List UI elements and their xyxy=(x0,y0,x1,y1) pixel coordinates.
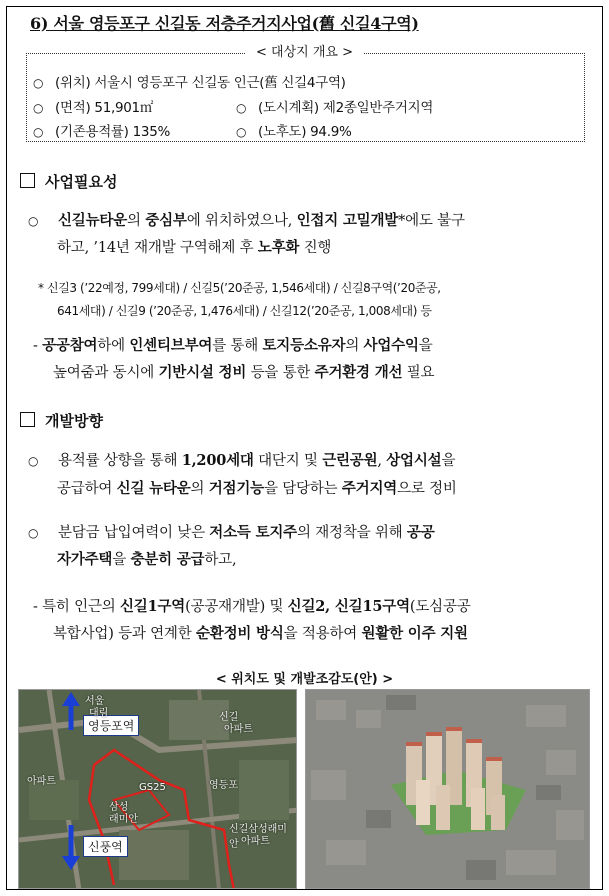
need-paragraph-1-line-1: ○ 신길뉴타운의 중심부에 위치하였으나, 인접지 고밀개발*에도 불구 xyxy=(28,212,465,229)
page-title: 6) 서울 영등포구 신길동 저층주거지사업(舊 신길4구역) xyxy=(30,14,419,33)
map-label: 아파트 xyxy=(27,776,56,787)
map-label: 영등포 xyxy=(209,780,238,791)
summary-plan: ○ (도시계획) 제2종일반주거지역 xyxy=(236,100,434,116)
map-label: 삼성 xyxy=(109,802,129,813)
direction-paragraph-2-line-1: ○ 분담금 납입여력이 낮은 저소득 토지주의 재정착을 위해 공공 xyxy=(28,524,435,541)
map-label: 신길 xyxy=(219,712,239,723)
rendering-graphic xyxy=(306,690,590,889)
location-map xyxy=(18,689,297,889)
direction-paragraph-3-line-1: - 특히 인근의 신길1구역(공공재개발) 및 신길2, 신길15구역(도심공공 xyxy=(33,598,471,615)
direction-paragraph-1-line-2: 공급하여 신길 뉴타운의 거점기능을 담당하는 주거지역으로 정비 xyxy=(57,480,457,497)
map-label: 래미안 xyxy=(109,814,138,825)
need-paragraph-2-line-2: 높여줌과 동시에 기반시설 정비 등을 통한 주거환경 개선 필요 xyxy=(53,364,435,381)
station-yeongdeungpo-label: 영등포역 xyxy=(83,715,139,736)
map-label: 아파트 xyxy=(241,836,270,847)
direction-paragraph-1-line-1: ○ 용적률 상향을 통해 1,200세대 대단지 및 근린공원, 상업시설을 xyxy=(28,452,456,469)
map-label: GS25 xyxy=(139,782,166,793)
figure-caption: < 위치도 및 개발조감도(안) > xyxy=(215,672,394,687)
map-label: 신길삼성래미안 xyxy=(229,824,287,850)
map-label: 서울 xyxy=(85,696,105,707)
summary-heading: < 대상지 개요 > xyxy=(0,41,609,60)
map-label: 아파트 xyxy=(224,724,253,735)
need-note-line-2: 641세대) / 신길9 (’20준공, 1,476세대) / 신길12(’20준공, 1,008세대) 등 xyxy=(57,304,432,318)
summary-location: ○ (위치) 서울시 영등포구 신길동 인근(舊 신길4구역) xyxy=(33,75,346,91)
map-label: 대림 xyxy=(89,708,109,719)
need-paragraph-2-line-1: - 공공참여하에 인센티브부여를 통해 토지등소유자의 사업수익을 xyxy=(33,337,433,354)
direction-paragraph-2-line-2: 자가주택을 충분히 공급하고, xyxy=(57,551,237,568)
direction-paragraph-3-line-2: 복합사업) 등과 연계한 순환정비 방식을 적용하여 원활한 이주 지원 xyxy=(53,625,468,642)
section-need-heading: 사업필요성 xyxy=(20,171,117,192)
summary-area: ○ (면적) 51,901㎡ xyxy=(33,100,154,116)
summary-far: ○ (기존용적률) 135% xyxy=(33,124,171,140)
summary-aging: ○ (노후도) 94.9% xyxy=(236,124,352,140)
station-sinpung-label: 신풍역 xyxy=(83,836,128,857)
need-paragraph-1-line-2: 하고, ’14년 재개발 구역해제 후 노후화 진행 xyxy=(57,239,332,256)
need-note-line-1: * 신길3 (’22예정, 799세대) / 신길5(’20준공, 1,546세대) / 신길8구역(’20준공, xyxy=(38,281,441,295)
development-rendering xyxy=(305,689,590,889)
section-direction-heading: 개발방향 xyxy=(20,410,103,431)
